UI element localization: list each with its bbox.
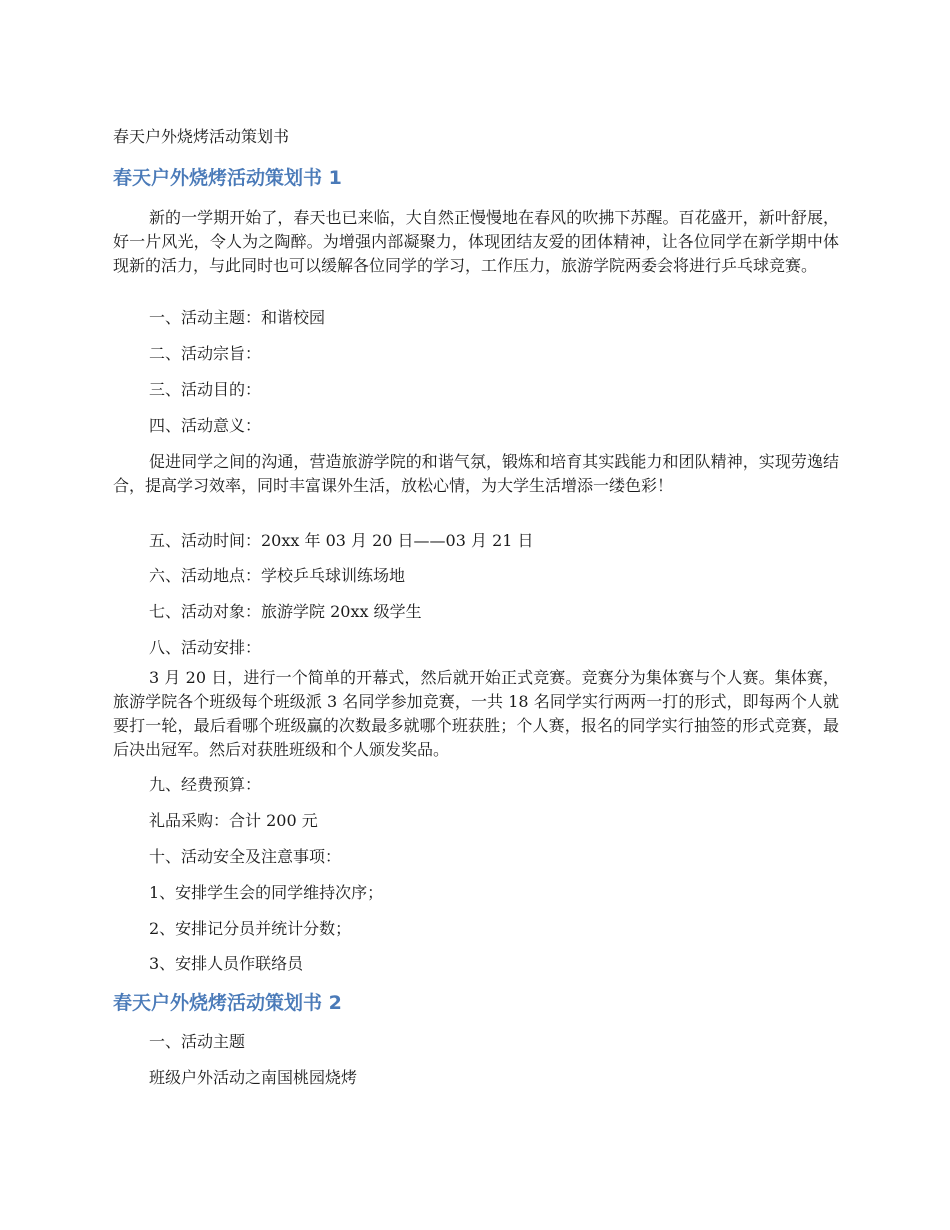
location-line: 六、活动地点：学校乒乓球训练场地 <box>149 566 406 585</box>
purpose-line: 二、活动宗旨： <box>149 344 262 363</box>
safety-line: 十、活动安全及注意事项： <box>149 847 342 866</box>
intro-paragraph: 新的一学期开始了，春天也已来临，大自然正慢慢地在春风的吹拂下苏醒。百花盛开，新叶舒展，好一片风光，令人为之陶醉。为增强内部凝聚力，体现团结友爱的团体精神，让各位同学在新学期中体现新的活力，与此同时也可以缓解各位同学的学习，工作压力，旅游学院两委会将进行乒乓球竞赛。 <box>113 208 839 275</box>
section-heading-1: 春天户外烧烤活动策划书 1 <box>113 167 342 189</box>
document-title: 春天户外烧烤活动策划书 <box>113 127 290 146</box>
safety-item-1: 1、安排学生会的同学维持次序； <box>149 883 384 902</box>
goal-line: 三、活动目的： <box>149 380 262 399</box>
significance-paragraph: 促进同学之间的沟通，营造旅游学院的和谐气氛，锻炼和培育其实践能力和团队精神，实现劳逸结合，提高学习效率，同时丰富课外生活，放松心情，为大学生活增添一缕色彩！ <box>113 452 839 495</box>
safety-item-2: 2、安排记分员并统计分数； <box>149 919 352 938</box>
section-heading-2: 春天户外烧烤活动策划书 2 <box>113 992 342 1014</box>
arrangement-line: 八、活动安排： <box>149 638 262 657</box>
theme-line: 一、活动主题：和谐校园 <box>149 308 326 327</box>
budget-detail-line: 礼品采购：合计 200 元 <box>149 811 318 830</box>
safety-item-3: 3、安排人员作联络员 <box>149 954 304 973</box>
budget-line: 九、经费预算： <box>149 775 262 794</box>
significance-line: 四、活动意义： <box>149 416 262 435</box>
arrangement-paragraph: 3 月 20 日，进行一个简单的开幕式，然后就开始正式竞赛。竞赛分为集体赛与个人赛。集体赛，旅游学院各个班级每个班级派 3 名同学参加竞赛，一共 18 名同学实行两两一打的形式，即每两个人就要打一轮，最后看哪个班级赢的次数最多就哪个班获胜；个人赛，报名的同学实行抽签的形式竞赛，最后决出冠军。然后对获胜班级和个人颁发奖品。 <box>113 668 839 759</box>
audience-line: 七、活动对象：旅游学院 20xx 级学生 <box>149 602 422 621</box>
section2-theme-text: 班级户外活动之南国桃园烧烤 <box>149 1068 358 1087</box>
time-line: 五、活动时间：20xx 年 03 月 20 日——03 月 21 日 <box>149 531 534 550</box>
section2-theme-line: 一、活动主题 <box>149 1032 246 1051</box>
